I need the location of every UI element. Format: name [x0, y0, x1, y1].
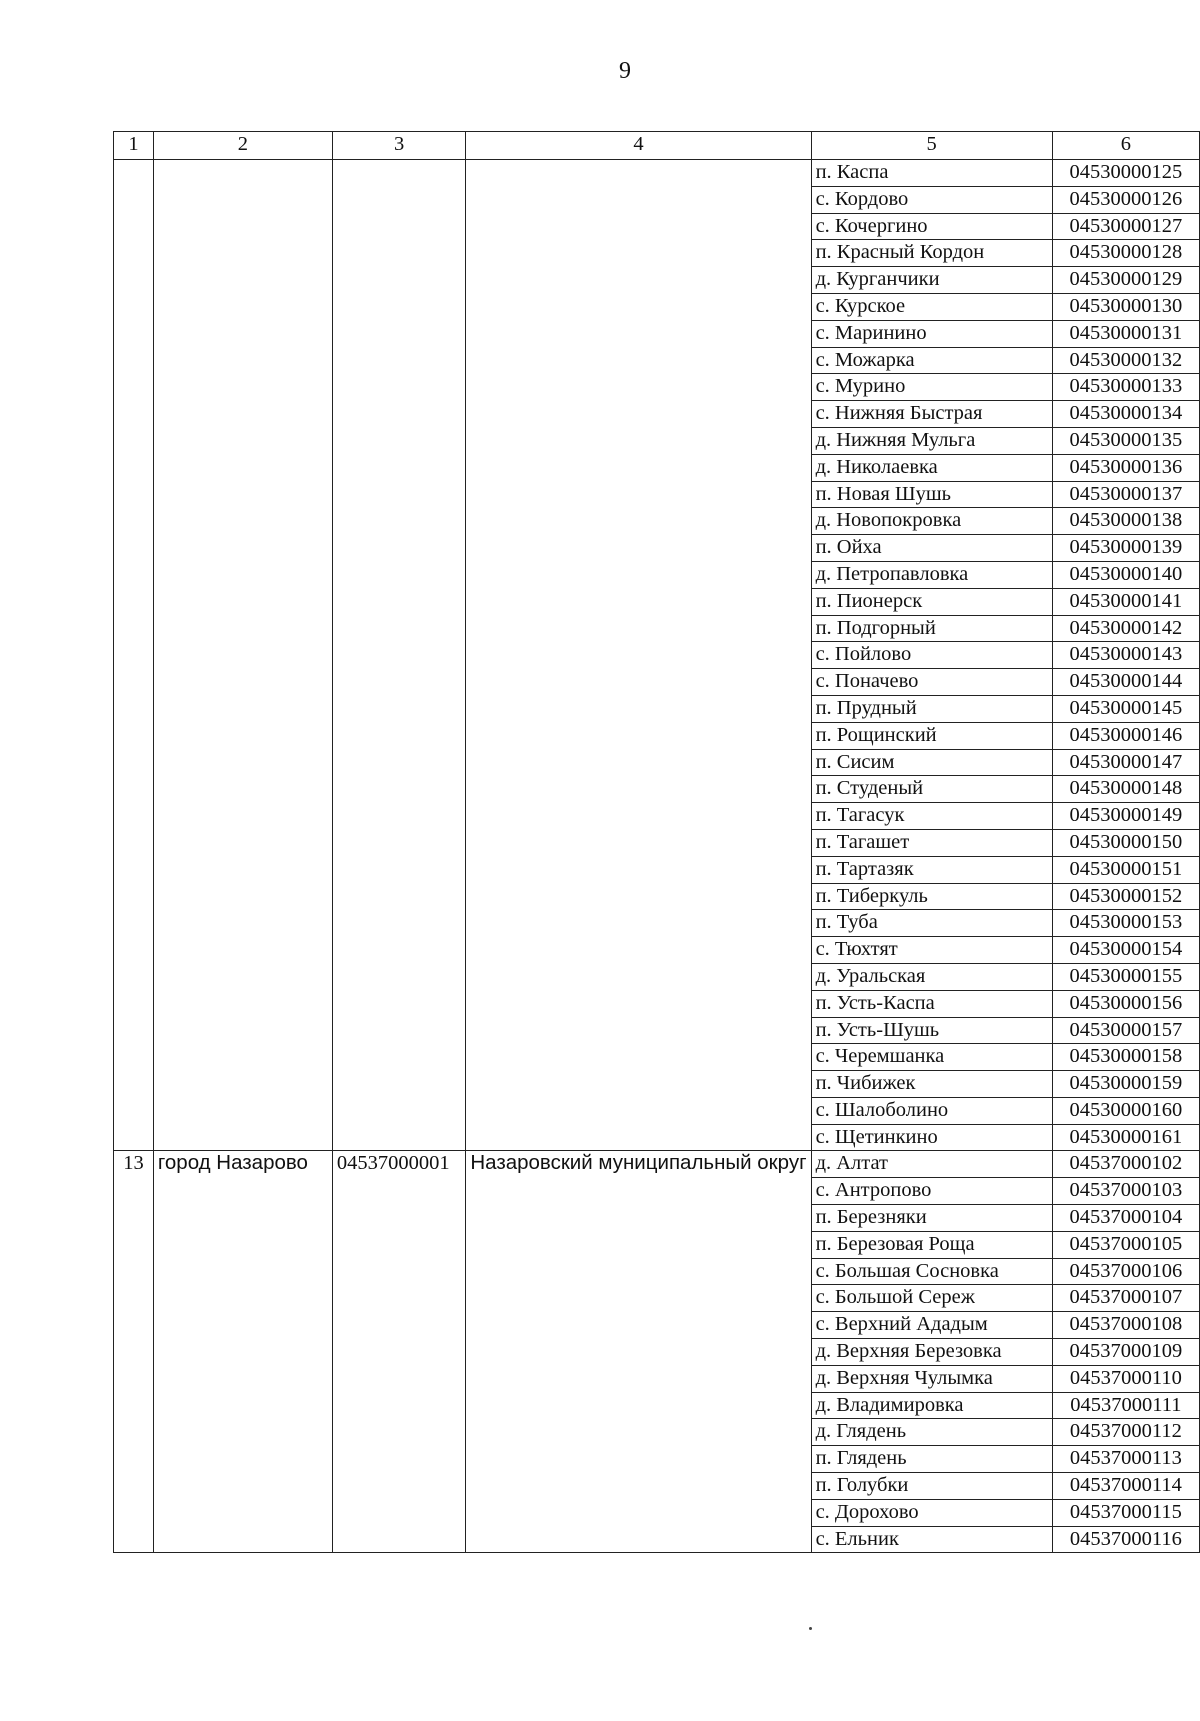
column-header-6: 6: [1052, 132, 1199, 160]
code-cell: 04530000158: [1052, 1044, 1199, 1071]
code-cell: 04537000113: [1052, 1446, 1199, 1473]
settlement-cell: с. Шалоболино: [811, 1097, 1052, 1124]
settlement-cell: с. Кордово: [811, 186, 1052, 213]
code-cell: 04530000141: [1052, 588, 1199, 615]
settlement-cell: с. Ельник: [811, 1526, 1052, 1553]
city-cell: город Назарово: [153, 1151, 332, 1553]
table-row: [114, 160, 1200, 187]
settlement-cell: п. Тагасук: [811, 803, 1052, 830]
code-cell: 04537000116: [1052, 1526, 1199, 1553]
code-cell: 04537000105: [1052, 1231, 1199, 1258]
city-code-cell: [332, 160, 465, 1151]
column-header-5: 5: [811, 132, 1052, 160]
settlement-cell: п. Пионерск: [811, 588, 1052, 615]
code-cell: 04530000159: [1052, 1071, 1199, 1098]
settlement-cell: с. Дорохово: [811, 1499, 1052, 1526]
code-cell: 04530000148: [1052, 776, 1199, 803]
settlement-cell: д. Уральская: [811, 963, 1052, 990]
column-header-2: 2: [153, 132, 332, 160]
settlement-cell: с. Верхний Ададым: [811, 1312, 1052, 1339]
settlement-cell: с. Поначево: [811, 669, 1052, 696]
code-cell: 04530000144: [1052, 669, 1199, 696]
code-cell: 04530000142: [1052, 615, 1199, 642]
code-cell: 04530000125: [1052, 160, 1199, 187]
settlement-cell: п. Подгорный: [811, 615, 1052, 642]
settlement-cell: п. Березовая Роща: [811, 1231, 1052, 1258]
code-cell: 04530000160: [1052, 1097, 1199, 1124]
code-cell: 04530000151: [1052, 856, 1199, 883]
code-cell: 04537000109: [1052, 1339, 1199, 1366]
settlement-cell: д. Петропавловка: [811, 561, 1052, 588]
district-cell: [466, 160, 811, 1151]
code-cell: 04537000104: [1052, 1205, 1199, 1232]
settlement-cell: п. Усть-Каспа: [811, 990, 1052, 1017]
settlement-cell: п. Ойха: [811, 535, 1052, 562]
code-cell: 04537000114: [1052, 1473, 1199, 1500]
settlement-cell: д. Алтат: [811, 1151, 1052, 1178]
code-cell: 04530000133: [1052, 374, 1199, 401]
settlement-cell: п. Красный Кордон: [811, 240, 1052, 267]
table-row: [114, 1151, 1200, 1178]
settlement-cell: с. Антропово: [811, 1178, 1052, 1205]
settlement-cell: с. Тюхтят: [811, 937, 1052, 964]
code-cell: 04530000130: [1052, 293, 1199, 320]
code-cell: 04530000140: [1052, 561, 1199, 588]
settlement-cell: п. Березняки: [811, 1205, 1052, 1232]
row-number-cell: [114, 160, 154, 1151]
code-cell: 04530000150: [1052, 829, 1199, 856]
column-header-1: 1: [114, 132, 154, 160]
code-cell: 04537000115: [1052, 1499, 1199, 1526]
settlements-table: [113, 131, 1200, 1553]
city-code-cell: 04537000001: [332, 1151, 465, 1553]
code-cell: 04530000149: [1052, 803, 1199, 830]
code-cell: 04537000102: [1052, 1151, 1199, 1178]
settlement-cell: д. Верхняя Березовка: [811, 1339, 1052, 1366]
code-cell: 04530000145: [1052, 695, 1199, 722]
code-cell: 04537000110: [1052, 1365, 1199, 1392]
settlement-cell: п. Сисим: [811, 749, 1052, 776]
settlement-cell: д. Курганчики: [811, 267, 1052, 294]
code-cell: 04530000127: [1052, 213, 1199, 240]
code-cell: 04530000128: [1052, 240, 1199, 267]
code-cell: 04530000154: [1052, 937, 1199, 964]
code-cell: 04530000126: [1052, 186, 1199, 213]
code-cell: 04530000161: [1052, 1124, 1199, 1151]
scan-speck: [809, 1627, 812, 1630]
settlement-cell: д. Верхняя Чулымка: [811, 1365, 1052, 1392]
code-cell: 04530000138: [1052, 508, 1199, 535]
code-cell: 04530000137: [1052, 481, 1199, 508]
settlement-cell: п. Глядень: [811, 1446, 1052, 1473]
code-cell: 04530000156: [1052, 990, 1199, 1017]
settlement-cell: д. Николаевка: [811, 454, 1052, 481]
settlement-cell: с. Можарка: [811, 347, 1052, 374]
settlement-cell: п. Студеный: [811, 776, 1052, 803]
settlement-cell: п. Усть-Шушь: [811, 1017, 1052, 1044]
code-cell: 04530000155: [1052, 963, 1199, 990]
code-cell: 04530000152: [1052, 883, 1199, 910]
settlement-cell: п. Новая Шушь: [811, 481, 1052, 508]
code-cell: 04537000107: [1052, 1285, 1199, 1312]
settlement-cell: с. Щетинкино: [811, 1124, 1052, 1151]
code-cell: 04537000103: [1052, 1178, 1199, 1205]
code-cell: 04530000157: [1052, 1017, 1199, 1044]
settlement-cell: с. Большой Сереж: [811, 1285, 1052, 1312]
code-cell: 04530000143: [1052, 642, 1199, 669]
settlement-cell: п. Каспа: [811, 160, 1052, 187]
code-cell: 04530000139: [1052, 535, 1199, 562]
row-number-cell: 13: [114, 1151, 154, 1553]
column-header-row: [114, 132, 1200, 160]
settlement-cell: с. Курское: [811, 293, 1052, 320]
settlement-cell: д. Владимировка: [811, 1392, 1052, 1419]
settlement-cell: с. Мурино: [811, 374, 1052, 401]
code-cell: 04530000129: [1052, 267, 1199, 294]
settlement-cell: д. Новопокровка: [811, 508, 1052, 535]
settlement-cell: с. Кочергино: [811, 213, 1052, 240]
code-cell: 04530000136: [1052, 454, 1199, 481]
column-header-3: 3: [332, 132, 465, 160]
settlement-cell: с. Пойлово: [811, 642, 1052, 669]
code-cell: 04537000106: [1052, 1258, 1199, 1285]
code-cell: 04530000131: [1052, 320, 1199, 347]
settlement-cell: п. Тагашет: [811, 829, 1052, 856]
code-cell: 04530000153: [1052, 910, 1199, 937]
code-cell: 04530000132: [1052, 347, 1199, 374]
settlement-cell: п. Чибижек: [811, 1071, 1052, 1098]
settlement-cell: п. Голубки: [811, 1473, 1052, 1500]
code-cell: 04537000108: [1052, 1312, 1199, 1339]
settlement-cell: с. Нижняя Быстрая: [811, 401, 1052, 428]
settlement-cell: с. Черемшанка: [811, 1044, 1052, 1071]
code-cell: 04530000146: [1052, 722, 1199, 749]
district-cell: Назаровский муниципальный округ: [466, 1151, 811, 1553]
code-cell: 04530000147: [1052, 749, 1199, 776]
code-cell: 04537000112: [1052, 1419, 1199, 1446]
settlement-cell: с. Маринино: [811, 320, 1052, 347]
settlement-cell: с. Большая Сосновка: [811, 1258, 1052, 1285]
code-cell: 04537000111: [1052, 1392, 1199, 1419]
page-number: 9: [619, 58, 631, 84]
settlement-cell: п. Туба: [811, 910, 1052, 937]
city-cell: [153, 160, 332, 1151]
settlement-cell: п. Тиберкуль: [811, 883, 1052, 910]
settlement-cell: п. Прудный: [811, 695, 1052, 722]
settlement-cell: п. Рощинский: [811, 722, 1052, 749]
settlement-cell: д. Глядень: [811, 1419, 1052, 1446]
settlement-cell: п. Тартазяк: [811, 856, 1052, 883]
settlement-cell: д. Нижняя Мульга: [811, 427, 1052, 454]
code-cell: 04530000134: [1052, 401, 1199, 428]
column-header-4: 4: [466, 132, 811, 160]
code-cell: 04530000135: [1052, 427, 1199, 454]
